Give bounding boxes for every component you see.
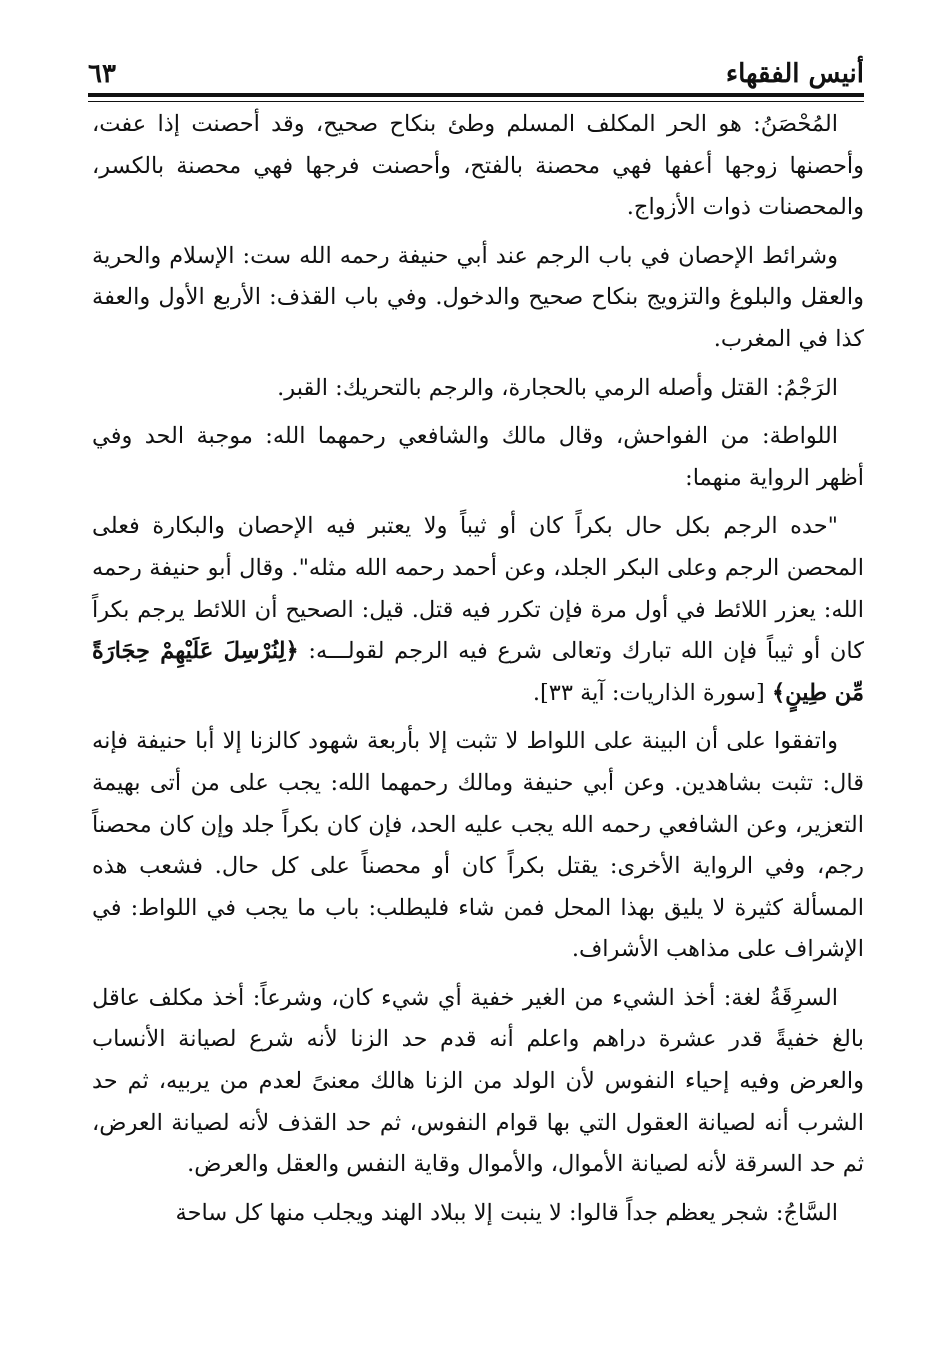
paragraph-rajm: الرَجْمُ: القتل وأصله الرمي بالحجارة، والرجم بالتحريك: القبر. [277,374,838,401]
quran-verse: ﴿لِنُرْسِلَ عَلَيْهِمْ حِجَارَةً مِّن طِينٍ﴾ [92,638,864,706]
page-header [88,52,864,92]
page-body [92,104,864,1241]
verse-citation: [سورة الذاريات: آية ٣٣]. [532,679,772,706]
page-number: ٦٣ [88,59,116,89]
running-title: أنيس الفقهاء [725,59,864,89]
paragraph-bayyina: واتفقوا على أن البينة على اللواط لا تثبت إلا بأربعة شهود كالزنا إلا أبا حنيفة فإنه قال: تثبت بشاهدين. وعن أبي حنيفة ومالك رحمهما الله: يجب على من أتى بهيمة التعزير، وعن الشافعي رحمه الله يجب عليه الحد، فإن كان بكراً جلد وإن كان محصناً رجم، وفي الرواية الأخرى: يقتل بكراً كان أو محصناً على كل حال. فشعب هذه المسألة كثيرة لا يليق بهذا المحل فمن شاء فليطلب: باب ما يجب في اللواط: في الإشراف على مذاهب الأشراف. [92,728,864,963]
header-rule-thin [88,101,864,102]
paragraph-liwata: اللواطة: من الفواحش، وقال مالك والشافعي رحمهما الله: موجبة الحد وفي أظهر الرواية منهما: [92,423,864,491]
paragraph-shurut-ihsan: وشرائط الإحصان في باب الرجم عند أبي حنيفة رحمه الله ست: الإسلام والحرية والعقل والبلوغ والتزويج بنكاح صحيح والدخول. وفي باب القذف: الأربع الأول والعفة كذا في المغرب. [92,242,864,352]
header-rule-thick [88,93,864,97]
paragraph-muhsan: المُحْصَنُ: هو الحر المكلف المسلم وطئ بنكاح صحيح، وقد أحصنت إذا عفت، وأحصنها زوجها أعفها فهي محصنة بالفتح، وأحصنت فرجها فهي محصنة بالكسر، والمحصنات ذوات الأزواج. [92,111,864,221]
paragraph-haddu-rajm [92,506,864,714]
paragraph-text: "حده الرجم بكل حال بكراً كان أو ثيباً ولا يعتبر فيه الإحصان والبكارة فعلى المحصن الرجم وعلى البكر الجلد، وعن أحمد رحمه الله مثله". وقال أبو حنيفة رحمه الله: يعزر اللائط في أول مرة فإن تكرر فيه قتل. قيل: الصحيح أن اللائط يرجم بكراً كان أو ثيباً فإن الله تبارك وتعالى شرع فيه الرجم لقولـــه: [92,513,864,665]
paragraph-saj: السَّاجُ: شجر يعظم جداً قالوا: لا ينبت إلا ببلاد الهند ويجلب منها كل ساحة [175,1199,838,1226]
paragraph-sariqa: السرِقَةُ لغة: أخذ الشيء من الغير خفية أي شيء كان، وشرعاً: أخذ مكلف عاقل بالغ خفيةً قدر عشرة دراهم واعلم أنه قدم حد الزنا لأنه شرع لصيانة الأنساب والعرض وفيه إحياء النفوس لأن الولد من الزنا هالك معنىً لعدم من يربيه، ثم حد الشرب أنه لصيانة العقول التي بها قوام النفوس، ثم حد القذف لأنه لصيانة العرض، ثم حد السرقة لأنه لصيانة الأموال، والأموال وقاية النفس والعقل والعرض. [92,984,864,1178]
